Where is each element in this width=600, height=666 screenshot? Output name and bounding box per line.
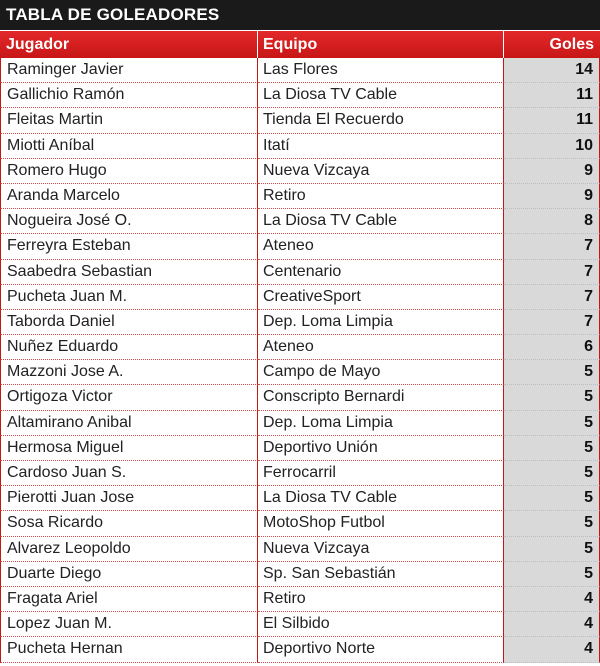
- table-row: [0, 83, 600, 108]
- cell-player: Nogueira José O.: [0, 209, 258, 234]
- cell-team: La Diosa TV Cable: [258, 486, 504, 511]
- cell-goals: 9: [504, 159, 600, 184]
- cell-player: Fragata Ariel: [0, 587, 258, 612]
- cell-team: Ateneo: [258, 335, 504, 360]
- table-row: [0, 58, 600, 83]
- table-row: [0, 562, 600, 587]
- cell-team: Ferrocarril: [258, 461, 504, 486]
- cell-team: CreativeSport: [258, 285, 504, 310]
- table-row: [0, 184, 600, 209]
- table-row: [0, 310, 600, 335]
- cell-player: Hermosa Miguel: [0, 436, 258, 461]
- cell-player: Raminger Javier: [0, 58, 258, 83]
- cell-goals: 4: [504, 612, 600, 637]
- header-player: Jugador: [0, 31, 258, 58]
- cell-player: Mazzoni Jose A.: [0, 360, 258, 385]
- cell-player: Lopez Juan M.: [0, 612, 258, 637]
- cell-goals: 5: [504, 537, 600, 562]
- cell-team: Retiro: [258, 587, 504, 612]
- cell-player: Nuñez Eduardo: [0, 335, 258, 360]
- cell-goals: 11: [504, 108, 600, 133]
- cell-team: Las Flores: [258, 58, 504, 83]
- table-header: [0, 30, 600, 58]
- cell-team: Dep. Loma Limpia: [258, 310, 504, 335]
- table-row: [0, 234, 600, 259]
- cell-goals: 5: [504, 436, 600, 461]
- scorers-table-body: [0, 58, 600, 663]
- cell-player: Saabedra Sebastian: [0, 260, 258, 285]
- header-goals: Goles: [549, 36, 594, 53]
- cell-player: Fleitas Martin: [0, 108, 258, 133]
- table-title: TABLA DE GOLEADORES: [0, 0, 600, 30]
- table-row: [0, 134, 600, 159]
- cell-goals: 14: [504, 58, 600, 83]
- table-row: [0, 108, 600, 133]
- cell-team: Itatí: [258, 134, 504, 159]
- cell-goals: 7: [504, 285, 600, 310]
- cell-player: Altamirano Anibal: [0, 411, 258, 436]
- table-row: [0, 209, 600, 234]
- cell-team: Conscripto Bernardi: [258, 385, 504, 410]
- cell-team: Dep. Loma Limpia: [258, 411, 504, 436]
- cell-goals: 5: [504, 411, 600, 436]
- cell-player: Pierotti Juan Jose: [0, 486, 258, 511]
- cell-goals: 5: [504, 486, 600, 511]
- cell-team: Deportivo Norte: [258, 637, 504, 662]
- table-row: [0, 335, 600, 360]
- table-row: [0, 385, 600, 410]
- table-row: [0, 436, 600, 461]
- cell-team: La Diosa TV Cable: [258, 209, 504, 234]
- cell-goals: 7: [504, 234, 600, 259]
- cell-team: Sp. San Sebastián: [258, 562, 504, 587]
- cell-team: Deportivo Unión: [258, 436, 504, 461]
- table-row: [0, 587, 600, 612]
- cell-team: El Silbido: [258, 612, 504, 637]
- cell-goals: 5: [504, 385, 600, 410]
- cell-team: MotoShop Futbol: [258, 511, 504, 536]
- cell-goals: 5: [504, 511, 600, 536]
- cell-goals: 4: [504, 637, 600, 662]
- cell-team: Tienda El Recuerdo: [258, 108, 504, 133]
- table-row: [0, 537, 600, 562]
- table-row: [0, 461, 600, 486]
- cell-player: Ortigoza Victor: [0, 385, 258, 410]
- cell-goals: 10: [504, 134, 600, 159]
- cell-goals: 5: [504, 562, 600, 587]
- table-row: [0, 360, 600, 385]
- table-row: [0, 159, 600, 184]
- cell-player: Ferreyra Esteban: [0, 234, 258, 259]
- cell-player: Pucheta Juan M.: [0, 285, 258, 310]
- cell-player: Sosa Ricardo: [0, 511, 258, 536]
- cell-goals: 11: [504, 83, 600, 108]
- table-row: [0, 637, 600, 662]
- table-row: [0, 260, 600, 285]
- cell-goals: 8: [504, 209, 600, 234]
- table-row: [0, 285, 600, 310]
- cell-goals: 7: [504, 260, 600, 285]
- cell-team: Campo de Mayo: [258, 360, 504, 385]
- cell-team: Nueva Vizcaya: [258, 159, 504, 184]
- header-team: Equipo: [258, 31, 504, 58]
- cell-goals: 6: [504, 335, 600, 360]
- cell-goals: 7: [504, 310, 600, 335]
- cell-team: La Diosa TV Cable: [258, 83, 504, 108]
- table-row: [0, 411, 600, 436]
- cell-player: Gallichio Ramón: [0, 83, 258, 108]
- cell-player: Alvarez Leopoldo: [0, 537, 258, 562]
- cell-goals: 5: [504, 360, 600, 385]
- cell-player: Cardoso Juan S.: [0, 461, 258, 486]
- cell-player: Taborda Daniel: [0, 310, 258, 335]
- cell-player: Romero Hugo: [0, 159, 258, 184]
- cell-player: Aranda Marcelo: [0, 184, 258, 209]
- cell-team: Centenario: [258, 260, 504, 285]
- cell-team: Ateneo: [258, 234, 504, 259]
- cell-goals: 9: [504, 184, 600, 209]
- table-row: [0, 511, 600, 536]
- cell-player: Miotti Aníbal: [0, 134, 258, 159]
- table-row: [0, 612, 600, 637]
- cell-team: Retiro: [258, 184, 504, 209]
- cell-goals: 4: [504, 587, 600, 612]
- cell-player: Pucheta Hernan: [0, 637, 258, 662]
- cell-goals: 5: [504, 461, 600, 486]
- cell-player: Duarte Diego: [0, 562, 258, 587]
- table-row: [0, 486, 600, 511]
- cell-team: Nueva Vizcaya: [258, 537, 504, 562]
